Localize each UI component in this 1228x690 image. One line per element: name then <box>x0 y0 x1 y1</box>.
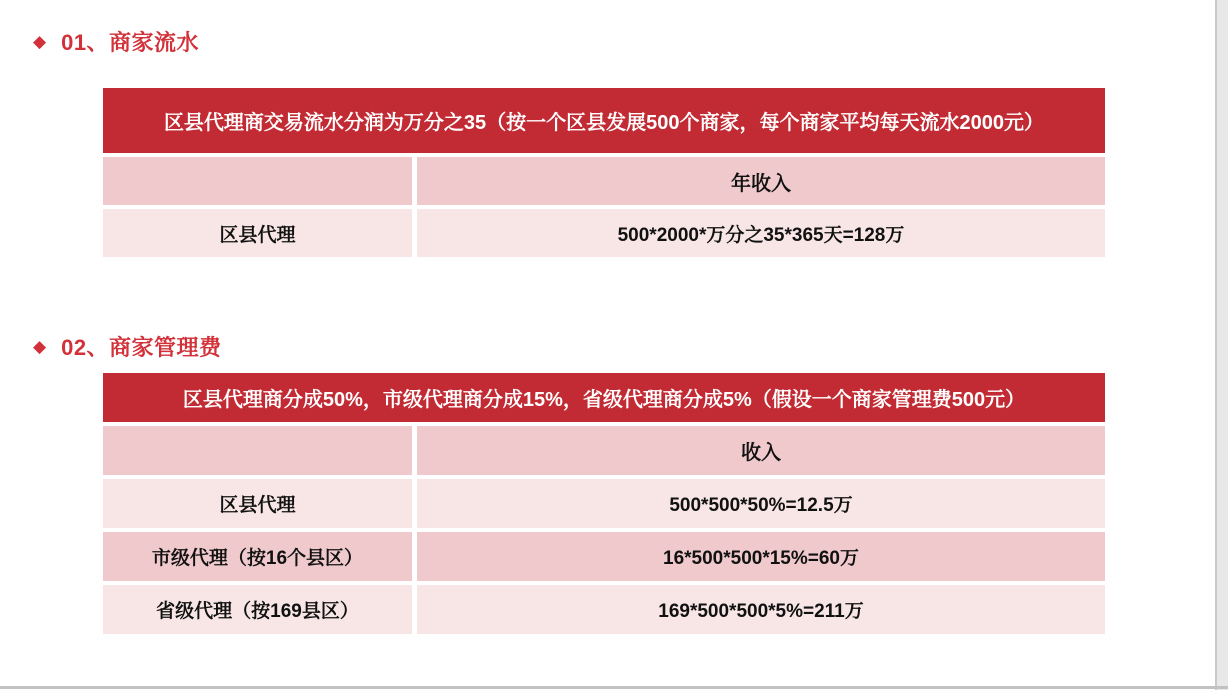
management-fee-table <box>103 373 1105 634</box>
section-2-title <box>33 332 222 360</box>
table-header-row <box>103 426 1105 475</box>
bottom-edge-bar <box>0 686 1228 689</box>
header-annual-income-cell: 年收入 <box>417 157 1105 205</box>
row-label-cell: 区县代理 <box>103 479 412 528</box>
diamond-bullet-icon: ◆ <box>33 31 47 51</box>
row-label-cell: 市级代理（按16个县区） <box>103 532 412 581</box>
section-2-title-text: 02、商家管理费 <box>61 334 222 360</box>
right-edge-strip <box>1217 0 1228 690</box>
row-label-cell: 区县代理 <box>103 209 412 257</box>
management-fee-banner: 区县代理商分成50%，市级代理商分成15%，省级代理商分成5%（假设一个商家管理费500元） <box>103 373 1105 422</box>
merchant-flow-banner: 区县代理商交易流水分润为万分之35（按一个区县发展500个商家，每个商家平均每天流水2000元） <box>103 88 1105 153</box>
row-value-cell: 500*2000*万分之35*365天=128万 <box>417 209 1105 257</box>
row-value-cell: 16*500*500*15%=60万 <box>417 532 1105 581</box>
table-header-row <box>103 157 1105 205</box>
table-row <box>103 209 1105 257</box>
header-empty-cell <box>103 426 412 475</box>
section-1-title <box>33 27 199 55</box>
row-value-cell: 169*500*500*5%=211万 <box>417 585 1105 634</box>
section-1-title-text: 01、商家流水 <box>61 29 200 55</box>
row-label-cell: 省级代理（按169县区） <box>103 585 412 634</box>
header-empty-cell <box>103 157 412 205</box>
diamond-bullet-icon: ◆ <box>33 336 47 356</box>
row-value-cell: 500*500*50%=12.5万 <box>417 479 1105 528</box>
table-row <box>103 532 1105 581</box>
merchant-flow-table <box>103 88 1105 257</box>
table-row <box>103 479 1105 528</box>
table-row <box>103 585 1105 634</box>
header-income-cell: 收入 <box>417 426 1105 475</box>
